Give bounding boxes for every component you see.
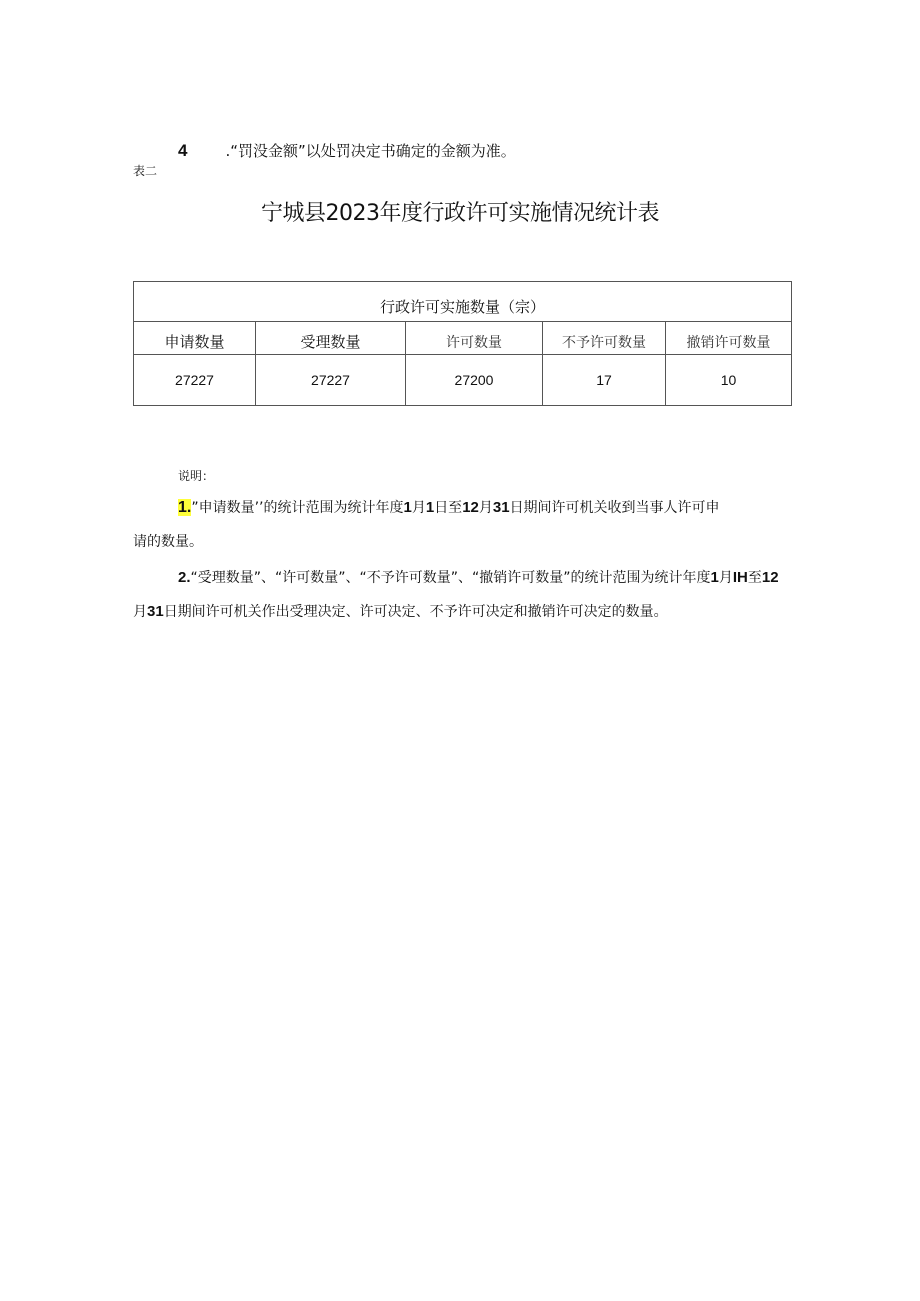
note-4-text: .“罚没金额”以处罚决定书确定的金额为准。 [225,142,516,160]
p1-text-6: 请的数量。 [133,534,203,550]
highlighted-number: 1. [178,499,192,516]
p1-bold-4: 31 [492,499,510,516]
p2-text-3: 至 [747,570,762,586]
p2-bold-1: 1 [710,569,719,586]
explanation-label: 说明： [178,469,215,483]
value-applications: 27227 [134,355,256,406]
p2-bold-4: 31 [147,603,164,620]
column-header-permitted: 许可数量 [406,322,543,355]
note-4-number: 4 [178,141,188,160]
p2-text-4: 月 [133,604,147,620]
p2-number: 2. [178,569,191,586]
p1-bold-1: 1 [403,499,412,516]
value-not-permitted: 17 [543,355,666,406]
p1-text-2: 月 [411,500,426,516]
p2-bold-3: 12 [761,569,779,586]
column-header-revoked: 撤销许可数量 [666,322,792,355]
table-label: 表二 [133,164,158,178]
p2-bold-2: IH [732,569,748,586]
p1-text-1: ”申请数量’’的统计范围为统计年度 [191,500,404,516]
p2-text-1: “受理数量”、“许可数量”、“不予许可数量”、“撤销许可数量”的统计范围为统计年度 [190,570,711,586]
p1-text-3: 日至 [434,500,463,516]
value-permitted: 27200 [406,355,543,406]
column-header-not-permitted: 不予许可数量 [543,322,666,355]
group-header: 行政许可实施数量（宗） [134,282,792,322]
p2-text-5: 日期间许可机关作出受理决定、许可决定、不予许可决定和撤销许可决定的数量。 [163,604,668,620]
p1-text-4: 月 [478,500,493,516]
table-row [134,355,792,406]
value-revoked: 10 [666,355,792,406]
document-title: 宁城县2023年度行政许可实施情况统计表 [261,201,659,226]
explanation-paragraph-1 [133,491,790,559]
column-header-accepted: 受理数量 [256,322,406,355]
value-accepted: 27227 [256,355,406,406]
column-header-applications: 申请数量 [134,322,256,355]
p2-text-2: 月 [718,570,733,586]
p1-bold-2: 1 [425,499,435,516]
note-4 [178,140,516,161]
explanation-paragraph-2 [133,561,790,629]
p1-text-5: 日期间许可机关收到当事人许可申 [509,500,720,516]
p1-bold-3: 12 [462,499,479,516]
statistics-table [133,281,792,406]
